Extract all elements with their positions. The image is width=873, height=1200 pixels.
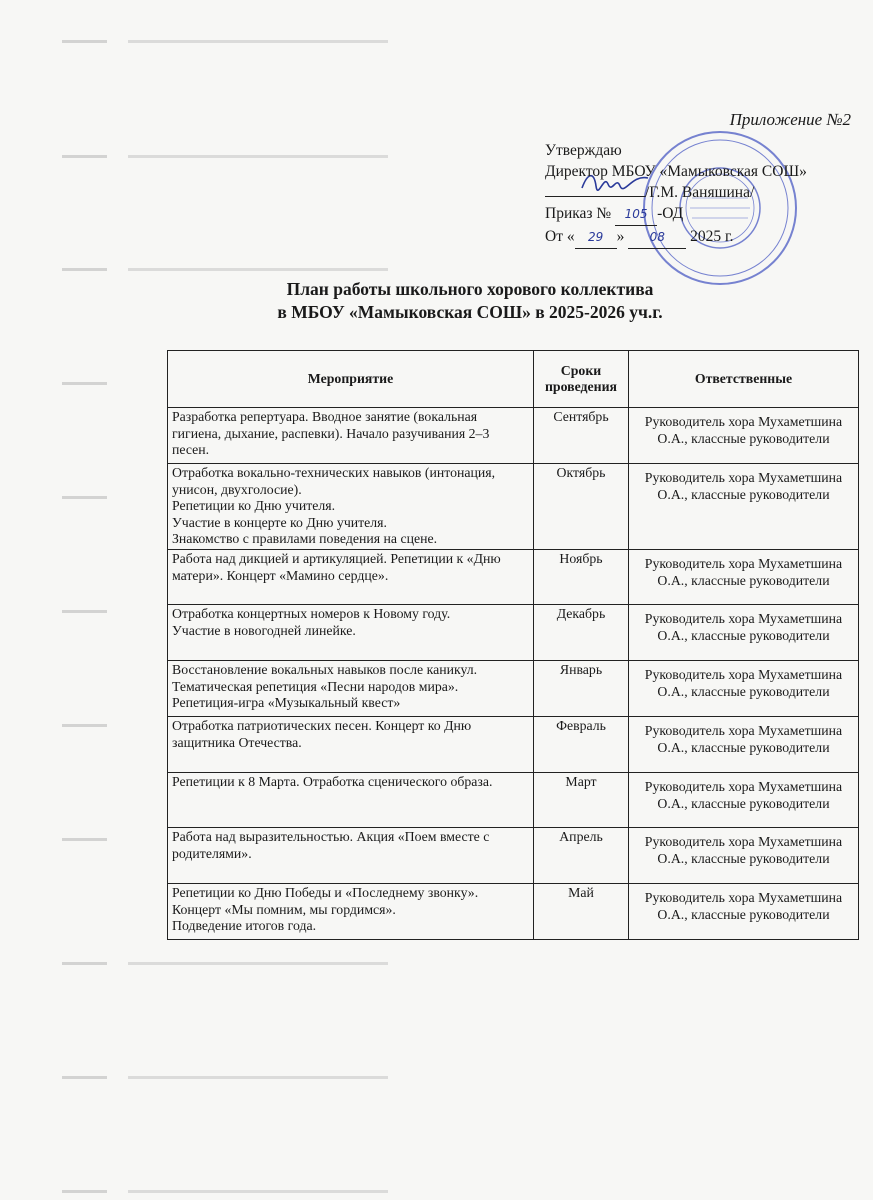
- term-cell: Январь: [534, 661, 629, 717]
- table-row: [168, 884, 859, 940]
- appendix-label: Приложение №2: [729, 110, 851, 129]
- scan-artifact: [62, 40, 107, 43]
- term-cell: Октябрь: [534, 464, 629, 550]
- table-row: [168, 773, 859, 828]
- scan-artifact: [128, 268, 388, 271]
- table-row: [168, 408, 859, 464]
- scan-artifact: [62, 382, 107, 385]
- order-line: [545, 203, 855, 226]
- responsible-cell: Руководитель хора Мухаметшина О.А., классные руководители: [629, 828, 859, 884]
- term-cell: Апрель: [534, 828, 629, 884]
- table-row: [168, 550, 859, 605]
- event-cell: Работа над выразительностью. Акция «Поем вместе с родителями».: [168, 828, 534, 884]
- responsible-cell: Руководитель хора Мухаметшина О.А., классные руководители: [629, 661, 859, 717]
- page-title: [170, 278, 770, 324]
- table-header-row: [168, 351, 859, 408]
- scan-artifact: [62, 1076, 107, 1079]
- scan-artifact: [62, 155, 107, 158]
- event-cell: Работа над дикцией и артикуляцией. Репетиции к «Дню матери». Концерт «Мамино сердце».: [168, 550, 534, 605]
- table-row: [168, 828, 859, 884]
- director-signature-line: [545, 182, 855, 203]
- scan-artifact: [128, 155, 388, 158]
- header-responsible: Ответственные: [629, 351, 859, 408]
- order-label: Приказ №: [545, 205, 612, 222]
- scan-artifact: [128, 40, 388, 43]
- title-line-1: План работы школьного хорового коллектива: [286, 279, 654, 299]
- responsible-cell: Руководитель хора Мухаметшина О.А., классные руководители: [629, 408, 859, 464]
- event-cell: Разработка репертуара. Вводное занятие (вокальная гигиена, дыхание, распевки). Начало разучивания 2–3 песен.: [168, 408, 534, 464]
- date-day: 29: [575, 227, 617, 249]
- scan-artifact: [62, 610, 107, 613]
- director-name: /Г.М. Ваняшина/: [645, 184, 755, 201]
- responsible-cell: Руководитель хора Мухаметшина О.А., классные руководители: [629, 773, 859, 828]
- term-cell: Декабрь: [534, 605, 629, 661]
- term-cell: Май: [534, 884, 629, 940]
- responsible-cell: Руководитель хора Мухаметшина О.А., классные руководители: [629, 550, 859, 605]
- director-title: Директор МБОУ «Мамыковская СОШ»: [545, 163, 807, 180]
- term-cell: Февраль: [534, 717, 629, 773]
- title-line-2: в МБОУ «Мамыковская СОШ» в 2025-2026 уч.г.: [277, 302, 663, 322]
- date-year: 2025 г.: [690, 228, 734, 245]
- event-cell: Репетиции ко Дню Победы и «Последнему звонку». Концерт «Мы помним, мы гордимся». Подведение итогов года.: [168, 884, 534, 940]
- approve-label: Утверждаю: [545, 142, 622, 159]
- event-cell: Репетиции к 8 Марта. Отработка сценического образа.: [168, 773, 534, 828]
- term-cell: Март: [534, 773, 629, 828]
- order-number: 105: [615, 204, 657, 226]
- responsible-cell: Руководитель хора Мухаметшина О.А., классные руководители: [629, 884, 859, 940]
- scan-artifact: [62, 724, 107, 727]
- responsible-cell: Руководитель хора Мухаметшина О.А., классные руководители: [629, 717, 859, 773]
- table-row: [168, 661, 859, 717]
- event-cell: Восстановление вокальных навыков после каникул. Тематическая репетиция «Песни народов мира». Репетиция-игра «Музыкальный квест»: [168, 661, 534, 717]
- responsible-cell: Руководитель хора Мухаметшина О.А., классные руководители: [629, 464, 859, 550]
- event-cell: Отработка патриотических песен. Концерт ко Дню защитника Отечества.: [168, 717, 534, 773]
- term-cell: Сентябрь: [534, 408, 629, 464]
- scan-artifact: [128, 962, 388, 965]
- table-row: [168, 717, 859, 773]
- table-row: [168, 464, 859, 550]
- approval-block: [545, 140, 855, 249]
- term-cell: Ноябрь: [534, 550, 629, 605]
- date-month: 08: [628, 227, 686, 249]
- event-cell: Отработка вокально-технических навыков (интонация, унисон, двухголосие). Репетиции ко Дню учителя. Участие в концерте ко Дню учителя. Знакомство с правилами поведения на сцене.: [168, 464, 534, 550]
- date-line: [545, 226, 855, 249]
- responsible-cell: Руководитель хора Мухаметшина О.А., классные руководители: [629, 605, 859, 661]
- date-prefix: От «: [545, 228, 575, 245]
- order-suffix: -ОД: [657, 205, 684, 222]
- header-term: Сроки проведения: [534, 351, 629, 408]
- date-mid: »: [616, 228, 625, 245]
- scan-artifact: [128, 1076, 388, 1079]
- event-cell: Отработка концертных номеров к Новому году. Участие в новогодней линейке.: [168, 605, 534, 661]
- plan-table: [167, 350, 859, 940]
- scan-artifact: [128, 1190, 388, 1193]
- header-event: Мероприятие: [168, 351, 534, 408]
- scan-artifact: [62, 268, 107, 271]
- table-row: [168, 605, 859, 661]
- scan-artifact: [62, 838, 107, 841]
- scan-artifact: [62, 962, 107, 965]
- scan-artifact: [62, 1190, 107, 1193]
- scan-artifact: [62, 496, 107, 499]
